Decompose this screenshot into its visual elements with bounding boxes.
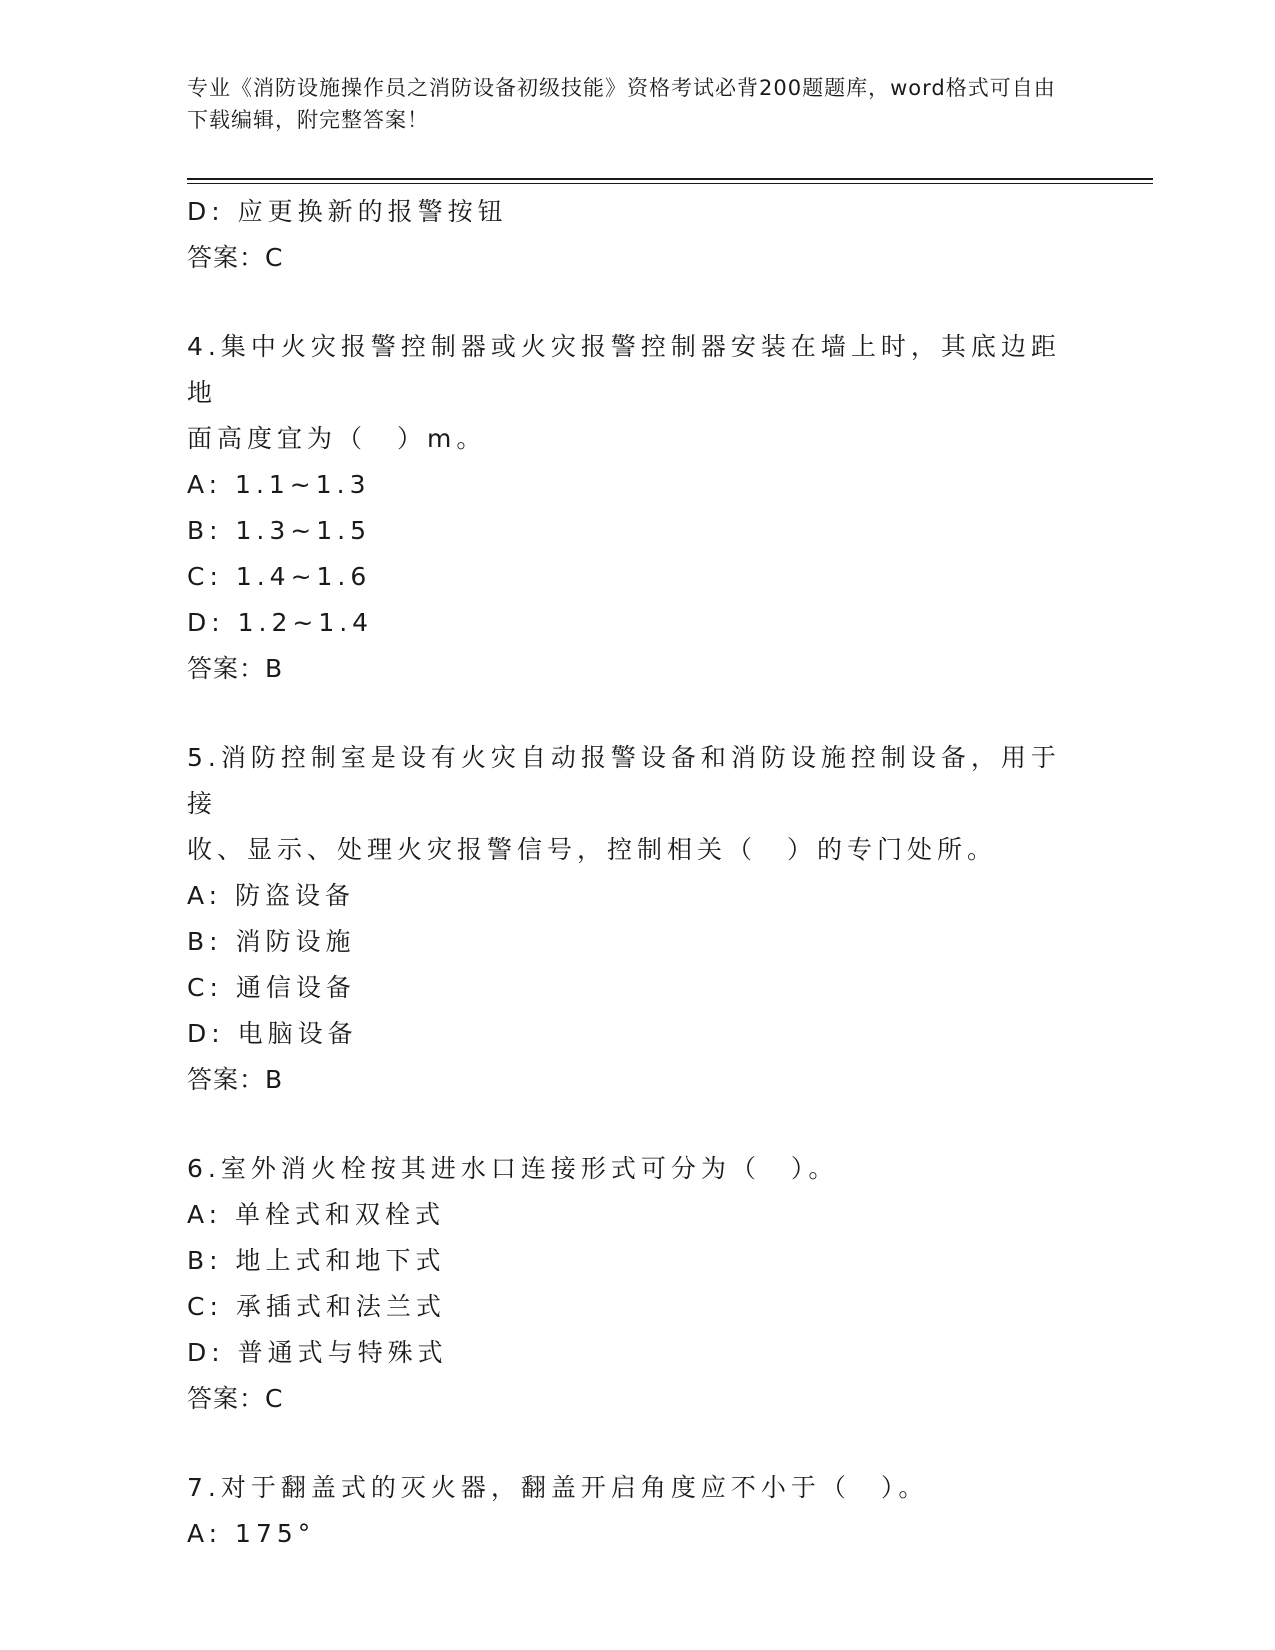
question-4-option-a: A: 1.1~1.3 — [187, 470, 371, 499]
question-6-option-a: A: 单栓式和双栓式 — [187, 1200, 446, 1229]
question-5-answer: 答案：B — [187, 1065, 284, 1094]
question-5-option-b: B: 消防设施 — [187, 927, 356, 956]
prev-option-d: D: 应更换新的报警按钮 — [187, 197, 508, 226]
question-4-text: 4.集中火灾报警控制器或火灾报警控制器安装在墙上时，其底边距地 面高度宜为（ ）m。 — [187, 332, 1061, 453]
question-5-text: 5.消防控制室是设有火灾自动报警设备和消防设施控制设备，用于接 收、显示、处理火灾报警信号，控制相关（ ）的专门处所。 — [187, 743, 1061, 864]
question-7-option-a: A: 175° — [187, 1519, 316, 1548]
question-content — [187, 189, 1087, 1557]
spacer — [187, 1103, 1087, 1146]
header-rule-thick — [187, 178, 1153, 180]
question-4-answer: 答案：B — [187, 654, 284, 683]
question-7-text: 7.对于翻盖式的灭火器，翻盖开启角度应不小于（ ）。 — [187, 1473, 929, 1502]
spacer — [187, 281, 1087, 324]
question-6-option-d: D: 普通式与特殊式 — [187, 1338, 448, 1367]
question-6-answer: 答案：C — [187, 1384, 284, 1413]
prev-answer: 答案：C — [187, 243, 284, 272]
question-5-option-c: C: 通信设备 — [187, 973, 356, 1002]
spacer — [187, 1422, 1087, 1465]
question-6-option-b: B: 地上式和地下式 — [187, 1246, 446, 1275]
question-6-text: 6.室外消火栓按其进水口连接形式可分为（ ）。 — [187, 1154, 839, 1183]
question-5-option-d: D: 电脑设备 — [187, 1019, 358, 1048]
question-4-option-c: C: 1.4~1.6 — [187, 562, 372, 591]
question-4-option-d: D: 1.2~1.4 — [187, 608, 374, 637]
question-5-option-a: A: 防盗设备 — [187, 881, 356, 910]
document-header: 专业《消防设施操作员之消防设备初级技能》资格考试必背200题题库，word格式可自由下载编辑，附完整答案！ — [187, 76, 1056, 132]
question-6-option-c: C: 承插式和法兰式 — [187, 1292, 446, 1321]
spacer — [187, 692, 1087, 735]
question-4-option-b: B: 1.3~1.5 — [187, 516, 371, 545]
header-rule-thin — [187, 183, 1153, 184]
